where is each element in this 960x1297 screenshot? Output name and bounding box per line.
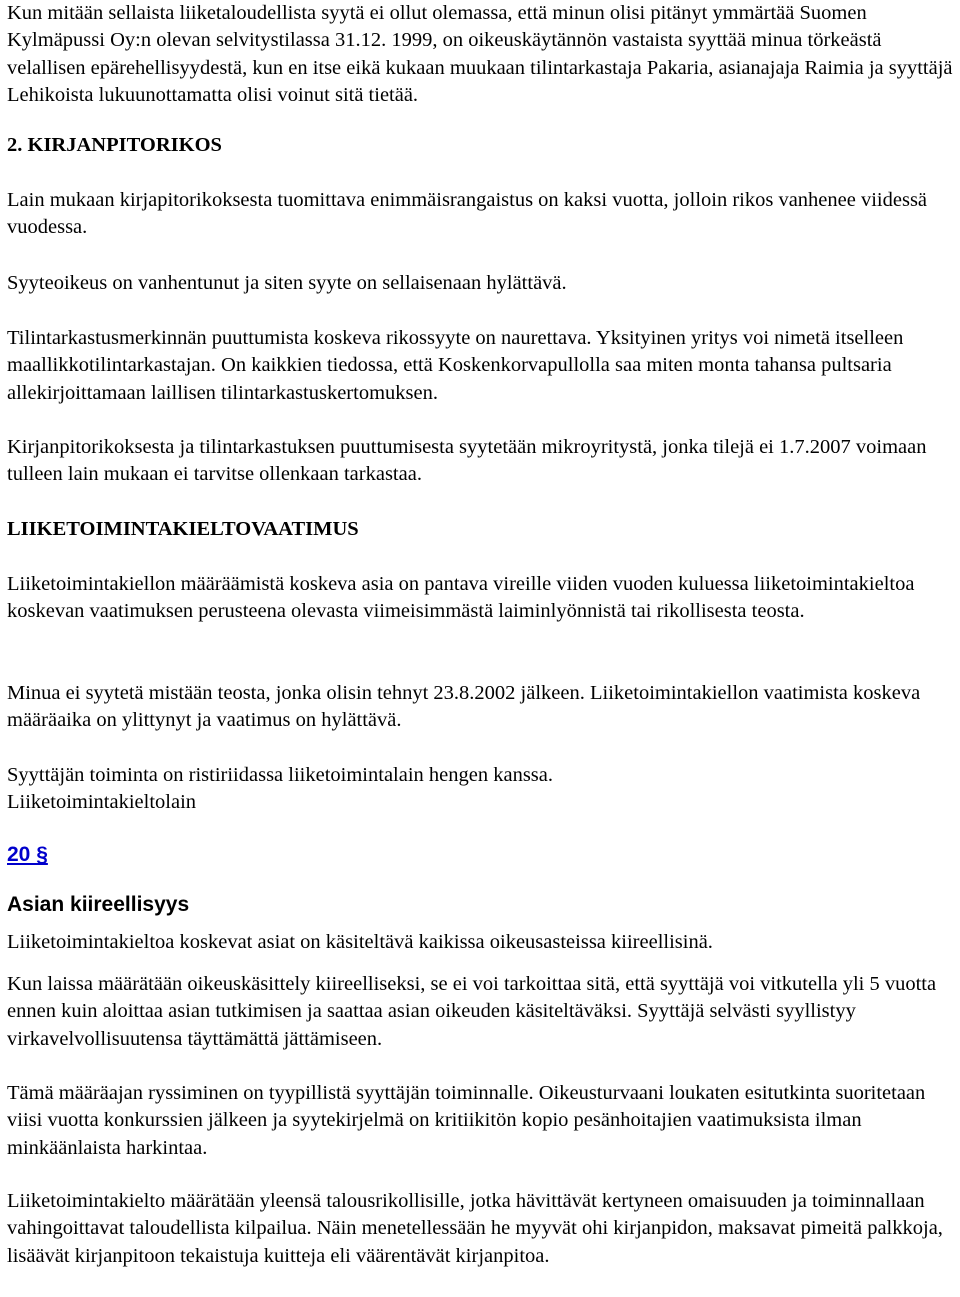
paragraph-laki-nimi: Liiketoimintakieltolain (7, 791, 197, 813)
intro-paragraph: Kun mitään sellaista liiketaloudellista syytä ei ollut olemassa, että minun olisi pitänyt ymmärtää Suomen Kylmäpussi Oy:n olevan selvitystilassa 31.12. 1999, on oikeuskäytännön vastaista syyttää minua törkeästä velallisen epärehellisyydestä, kun en itse eikä kukaan muukaan tilintarkastaja Pakaria, asianajaja Raimia ja syyttäjä Lehikoista lukuunottamatta olisi voinut sitä tietää. (7, 2, 953, 106)
paragraph-tilintarkastus: Tilintarkastusmerkinnän puuttumista koskeva rikossyyte on naurettava. Yksityinen yritys voi nimetä itselleen maallikkotilintarkastajan. On kaikkien tiedossa, että Koskenkorvapullolla saa miten monta tahansa pultsaria allekirjoittamaan laillisen tilintarkastuskertomuksen. (7, 327, 904, 404)
paragraph-rangaistus: Lain mukaan kirjapitorikoksesta tuomittava enimmäisrangaistus on kaksi vuotta, jolloin rikos vanhenee viidessä vuodessa. (7, 189, 928, 239)
law-section-link[interactable]: 20 § (7, 843, 48, 866)
paragraph-vitkuttelu: Kun laissa määrätään oikeuskäsittely kiireelliseksi, se ei voi tarkoittaa sitä, että syyttäjä voi vitkutella yli 5 vuotta ennen kuin aloittaa asian tutkimisen ja saattaa asian oikeuden käsiteltäväksi. Syyttäjä selvästi syyllistyy virkavelvollisuutensa täyttämättä jättämiseen. (7, 973, 937, 1050)
paragraph-syyteoikeus: Syyteoikeus on vanhentunut ja siten syyte on sellaisenaan hylättävä. (7, 272, 567, 294)
paragraph-maaraaminen: Liiketoimintakiellon määräämistä koskeva asia on pantava vireille viiden vuoden kuluessa liiketoimintakieltoa koskevan vaatimuksen perusteena olevasta viimeisimmästä laiminlyönnistä tai rikollisesta teosta. (7, 573, 915, 623)
paragraph-maaraaika: Minua ei syytetä mistään teosta, jonka olisin tehnyt 23.8.2002 jälkeen. Liiketoimintakiellon vaatimista koskeva määräaika on ylittynyt ja vaatimus on hylättävä. (7, 682, 921, 732)
paragraph-ristiriita: Syyttäjän toiminta on ristiriidassa liiketoimintalain hengen kanssa. (7, 764, 554, 786)
subheading-kiireellisyys: Asian kiireellisyys (7, 893, 190, 916)
law-section-link-container (7, 841, 955, 869)
section-heading-kirjanpitorikos: 2. KIRJANPITORIKOS (7, 134, 222, 156)
paragraph-kiireellisina: Liiketoimintakieltoa koskevat asiat on käsiteltävä kaikissa oikeusasteissa kiireellisinä. (7, 931, 713, 953)
paragraph-mikroyritys: Kirjanpitorikoksesta ja tilintarkastuksen puuttumisesta syytetään mikroyritystä, jonka tilejä ei 1.7.2007 voimaan tulleen lain mukaan ei tarvitse ollenkaan tarkastaa. (7, 436, 927, 486)
paragraph-maaraajan-ryssiminen: Tämä määräajan ryssiminen on tyypillistä syyttäjän toiminnalle. Oikeusturvaani loukaten esitutkinta suoritetaan viisi vuotta konkurssien jälkeen ja syytekirjelmä on kritiikitön kopio pesänhoitajien vaatimuksista ilman minkäänlaista harkintaa. (7, 1082, 926, 1159)
section-heading-liiketoimintakieltovaatimus: LIIKETOIMINTAKIELTOVAATIMUS (7, 518, 359, 540)
paragraph-talousrikolliset: Liiketoimintakielto määrätään yleensä talousrikollisille, jotka hävittävät kertyneen omaisuuden ja toiminnallaan vahingoittavat taloudellista kilpailua. Näin menetellessään he myyvät ohi kirjanpidon, maksavat pimeitä palkkoja, lisäävät kirjanpitoon tekaistuja kuitteja eli väärentävät kirjanpitoa. (7, 1190, 943, 1267)
